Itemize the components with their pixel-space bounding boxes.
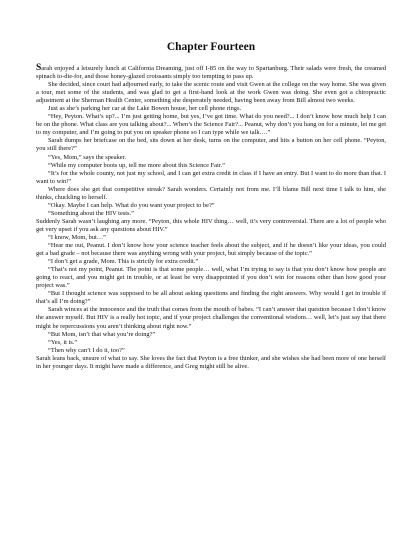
- paragraph: Sarah leans back, unsure of what to say. She loves the fact that Peyton is a free thinker, and she wishes she had been more of one herself in her younger days. It might have made a difference, and Greg might still be alive.: [36, 354, 386, 370]
- paragraph: She decided, since court had adjourned early, to take the scenic route and visit Gwen at the college on the way home. She was given a tour, met some of the students, and was glad to get a first-hand look at the work Gwen was doing. She even got a chiropractic adjustment at the Sherman Health Center, something she desperately needed, having been away from Bill almost two weeks.: [36, 81, 386, 105]
- document-page: [36, 40, 386, 371]
- paragraph: Just as she’s parking her car at the Lake Bowen house, her cell phone rings.: [48, 105, 242, 113]
- paragraph: “I know, Mom, but…”: [48, 233, 106, 241]
- paragraph: “Then why can’t I do it, too?”: [48, 346, 125, 354]
- paragraph: “Yes, Mom,” says the speaker.: [48, 153, 126, 161]
- paragraph: “I don’t get a grade, Mom. This is strictly for extra credit.”: [48, 258, 199, 266]
- paragraph: “While my computer boots up, tell me more about this Science Fair.”: [48, 161, 225, 169]
- opening-text: arah enjoyed a leisurely lunch at California Dreaming, just off I-85 on the way to Spartanburg. Their salads were fresh, the creamed spinach to-die-for, and those honey-glazed croissants simply too tempting to pass up.: [36, 65, 386, 81]
- paragraph: Suddenly Sarah wasn’t laughing any more. “Peyton, this whole HIV thing… well, it’s very controversial. There are a lot of people who get very upset if you ask any questions about HIV.”: [36, 217, 386, 233]
- paragraph: “Okay. Maybe I can help. What do you want your project to be?”: [48, 201, 215, 209]
- paragraph: “Yes, it is.”: [48, 338, 78, 346]
- body-text: [36, 81, 386, 371]
- drop-cap: S: [36, 63, 42, 73]
- paragraph: “Hear me out, Peanut. I don’t know how your science teacher feels about the subject, and if he doesn’t like your ideas, you could get a bad grade – not because there was anything wrong with your project, but simply because of the topic.”: [36, 242, 386, 258]
- paragraph: “Hey, Peyton. What’s up?... I’m just getting home, but yes, I’ve got time. What do you need?... I don’t know how much help I can be on the phone. What class are you talking about?... When’s the Science Fair?... Peanut, why don’t you hang on for a minute, let me get to my computer, and I’m going to put you on speaker phone so I can type while we talk….”: [36, 113, 386, 137]
- paragraph: “It’s for the whole county, not just my school, and I can get extra credit in class if I have an entry. But I want to do more than that. I want to win!”: [36, 169, 386, 185]
- paragraph: “But I thought science was supposed to be all about asking questions and finding the right answers. Why would I get in trouble if that’s all I’m doing?”: [36, 290, 386, 306]
- paragraph: Where does she get that competitive streak? Sarah wonders. Certainly not from me. I’ll blame Bill next time I talk to him, she thinks, chuckling to herself.: [36, 185, 386, 201]
- paragraph: Sarah winces at the innocence and the truth that comes from the mouth of babes. “I can’t answer that question because I don’t know the answer myself. But HIV is a really hot topic, and if your project challenges the conventional wisdom… well, let’s just say that there might be repercussions you aren’t thinking about right now.”: [36, 306, 386, 330]
- paragraph: “But Mom, isn’t that what you’re doing?”: [48, 330, 156, 338]
- paragraph: “Something about the HIV tests.”: [48, 209, 134, 217]
- opening-paragraph: [36, 64, 386, 81]
- paragraph: “That’s not my point, Peanut. The point is that some people… well, what I’m trying to say is that you don’t know how people are going to react, and you might get in trouble, or at least be very disappointed if you don’t win for reasons other than how good your project was.”: [36, 266, 386, 290]
- chapter-title: Chapter Fourteen: [166, 41, 256, 53]
- paragraph: Sarah dumps her briefcase on the bed, sits down at her desk, turns on the computer, and hits a button on her cell phone. “Peyton, you still there?”: [36, 137, 386, 153]
